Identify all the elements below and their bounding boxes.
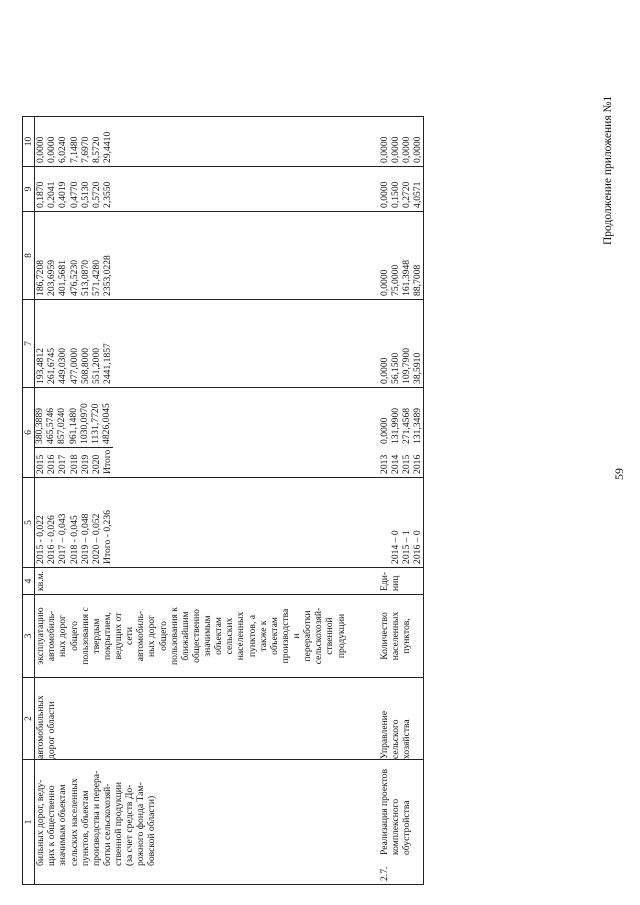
row-b-c6-values	[379, 408, 424, 448]
cell-line: значимым	[202, 615, 213, 657]
cell-line: 2014 – 0	[389, 530, 401, 564]
cell-line: бильных дорог, веду-	[35, 779, 47, 866]
cell-line: 88,7008	[412, 264, 423, 296]
row-a-c4	[35, 567, 347, 594]
cell-line: кв.м.	[35, 570, 47, 591]
cell-line: 131,3489	[412, 407, 423, 444]
cell-line: 0,4770	[68, 181, 80, 208]
cell-line: 1030,0970	[78, 403, 90, 444]
cell-line: 2015	[35, 454, 47, 474]
cell-line: Итого	[101, 449, 113, 474]
cell-line: 0,0000	[378, 417, 390, 444]
row-b-c5	[347, 477, 424, 567]
cell-line: общего	[157, 621, 169, 651]
cell-line: 0,2720	[400, 181, 412, 208]
cell-line: 0,0000	[378, 269, 390, 296]
row-b-c4	[347, 567, 424, 594]
row-b-c6	[347, 387, 424, 477]
page-number: 59	[612, 468, 626, 480]
cell-line: 2017 – 0,043	[57, 513, 69, 564]
cell-line: ведущих от	[113, 612, 124, 660]
row-a-c2	[35, 678, 347, 760]
cell-line: ственной	[324, 617, 336, 655]
cell-line: общего	[68, 621, 80, 651]
cell-line: 2015 – 1	[400, 530, 412, 564]
cell-line: 961,1480	[67, 407, 79, 444]
row-b-c6-years	[379, 448, 424, 474]
cell-line: 4826,0045	[100, 403, 112, 444]
cell-line: населенных	[389, 611, 401, 661]
cell-line: объектам	[268, 617, 280, 655]
col-header-8: 8	[23, 211, 35, 299]
cell-line: 2016	[412, 454, 423, 474]
cell-line: 449,0300	[57, 347, 69, 384]
cell-line: 476,5230	[68, 259, 80, 296]
cell-line: бовской области)	[146, 795, 158, 866]
cell-line: 0,1870	[35, 181, 47, 208]
col-header-5: 5	[23, 477, 35, 567]
cell-line: Реализация проектов	[378, 768, 390, 855]
row-a-c3	[35, 595, 347, 678]
row-b-c3	[347, 595, 424, 678]
row-a-c6	[35, 387, 347, 477]
row-b-c1	[347, 760, 424, 885]
cell-line: пунктов, а	[246, 614, 258, 658]
col-header-2: 2	[23, 678, 35, 760]
col-header-9: 9	[23, 166, 35, 211]
cell-line: 38,5910	[412, 352, 423, 384]
cell-line: ближайшим	[179, 611, 191, 661]
row-b-c8	[347, 211, 424, 299]
cell-line: значимым объектам	[57, 784, 69, 866]
row-a-c1	[35, 760, 347, 885]
cell-line: 0,5720	[90, 181, 102, 208]
cell-line: Управление	[378, 710, 390, 759]
cell-line: 2018	[68, 454, 80, 474]
cell-line: 8,5720	[90, 136, 102, 163]
cell-line: 75,0000	[389, 264, 401, 296]
col-header-3: 3	[23, 595, 35, 678]
col-header-7: 7	[23, 299, 35, 387]
row-a-c8	[35, 211, 347, 299]
row-a-c6-years	[35, 448, 113, 474]
cell-line: 571,4280	[90, 259, 102, 296]
row-a-c6-values	[34, 403, 113, 448]
cell-line: 109,7900	[400, 347, 412, 384]
row-a-c7	[35, 299, 347, 387]
cell-line: 2020 – 0,052	[90, 513, 102, 564]
cell-line: 0,0000	[46, 136, 58, 163]
cell-line: 271,4568	[400, 407, 412, 444]
cell-line: ных дорог	[57, 615, 69, 657]
cell-line: 0,0000	[378, 357, 390, 384]
cell-line: 2018 - 0,045	[68, 515, 80, 564]
cell-line: 0,0000	[400, 136, 412, 163]
cell-line: пользования к	[168, 607, 180, 665]
cell-line: 161,3948	[400, 259, 412, 296]
row-b-num: 2.7.	[378, 866, 390, 881]
cell-line: ниц	[389, 575, 401, 591]
cell-line: 0,2041	[46, 181, 58, 208]
cell-line: 0,5130	[79, 181, 91, 208]
row-b-c2	[347, 678, 424, 760]
row-b-c9	[347, 166, 424, 211]
cell-line: производства и перера-	[90, 770, 102, 866]
cell-line: обустройства	[400, 800, 412, 855]
cell-line: 401,5681	[57, 259, 69, 296]
cell-line: 2013	[378, 454, 390, 474]
cell-line: 0,4019	[57, 181, 69, 208]
cell-line: 261,6745	[46, 347, 58, 384]
cell-line: 29,4410	[101, 131, 113, 163]
cell-line: 2016 – 0	[411, 530, 423, 564]
cell-line: продукции	[335, 613, 347, 659]
cell-line: автомобиль-	[46, 610, 58, 662]
cell-line: сети	[124, 627, 136, 645]
cell-line: и	[291, 633, 302, 639]
cell-line: сельских населенных	[68, 778, 80, 866]
cell-line: 477,0000	[68, 347, 80, 384]
cell-line: 186,7208	[35, 259, 47, 296]
cell-line: дорог области	[46, 701, 58, 759]
cell-line: сельского	[389, 719, 401, 759]
table-row	[35, 116, 347, 884]
col-header-10: 10	[23, 116, 35, 166]
table-row	[347, 116, 424, 884]
cell-line: 0,0000	[378, 136, 390, 163]
row-a-c9	[35, 166, 347, 211]
cell-line: 1131,7720	[89, 403, 101, 444]
cell-line: сельскохозяй-	[313, 607, 325, 665]
cell-line: 2019 – 0,048	[79, 513, 91, 564]
cell-line: щих к общественно	[46, 785, 58, 866]
row-b-c1-text	[379, 769, 412, 855]
cell-line: 7,6970	[79, 136, 91, 163]
cell-line: 2016	[46, 454, 58, 474]
cell-line: 2015 - 0,022	[35, 515, 47, 564]
cell-line: ботки сельскохозяй-	[101, 783, 113, 866]
cell-line: Итого - 0,236	[101, 510, 113, 564]
cell-line: 56,1500	[389, 352, 401, 384]
cell-line: твердым	[90, 618, 102, 654]
cell-line: 0,0000	[389, 136, 401, 163]
cell-line: 193,4812	[35, 347, 47, 384]
cell-line: хозяйства	[400, 719, 412, 759]
cell-line: 380,3889	[34, 407, 46, 444]
cell-line: эксплуатацию	[35, 607, 47, 665]
cell-line: покрытием,	[101, 612, 113, 660]
cell-line: 857,0240	[56, 407, 68, 444]
row-b-c10	[347, 116, 424, 166]
header-row	[23, 116, 35, 884]
cell-line: 551,2000	[90, 347, 102, 384]
cell-line: 2,3550	[101, 181, 113, 208]
cell-line: пользования с	[79, 607, 91, 665]
col-header-4: 4	[23, 567, 35, 594]
cell-line: 2015	[400, 454, 412, 474]
cell-line: пунктов,	[400, 618, 412, 654]
cell-line: пунктов, объектам	[79, 790, 91, 866]
cell-line: населенных	[235, 611, 247, 661]
cell-line: 2014	[389, 454, 401, 474]
cell-line: 6,0240	[57, 136, 69, 163]
cell-line: автомобильных	[35, 695, 47, 759]
row-b-c7	[347, 299, 424, 387]
cell-line: 0,1500	[389, 181, 401, 208]
cell-line: производства	[279, 608, 291, 664]
cell-line: 203,6959	[46, 259, 58, 296]
cell-line: Количество	[378, 612, 390, 660]
cell-line: 2020	[90, 454, 102, 474]
cell-line: ных дорог	[146, 615, 158, 657]
cell-line: 2353,0228	[101, 255, 113, 296]
cell-line: 0,0000	[378, 181, 390, 208]
cell-line: 0,0000	[35, 136, 47, 163]
cell-line: объектам	[213, 617, 225, 655]
cell-line: 513,0870	[79, 259, 91, 296]
cell-line: 2441,1857	[101, 343, 113, 384]
cell-line: комплексного	[389, 798, 401, 855]
data-table	[22, 116, 424, 885]
col-header-1: 1	[23, 760, 35, 885]
cell-line: (за счет средств До-	[124, 784, 136, 866]
cell-line: сельских	[224, 617, 236, 655]
cell-line: 4,0571	[412, 181, 423, 208]
cell-line: 131,9900	[389, 407, 401, 444]
row-a-c5	[35, 477, 347, 567]
cell-line: автомобиль-	[135, 610, 147, 662]
header-right: Продолжение приложения №1	[602, 95, 614, 245]
cell-line: 0,0000	[412, 136, 423, 163]
cell-line: 465,5746	[45, 407, 57, 444]
cell-line: 508,8000	[79, 347, 91, 384]
cell-line: 2016 - 0,026	[46, 515, 58, 564]
cell-line: ственной продукции	[113, 782, 124, 866]
cell-line: общественно	[190, 609, 202, 663]
col-header-6: 6	[23, 387, 35, 477]
cell-line: рожного фонда Там-	[135, 782, 147, 866]
row-a-c10	[35, 116, 347, 166]
cell-line: 2017	[57, 454, 69, 474]
cell-line: переработки	[302, 610, 314, 662]
cell-line: 7,1480	[68, 136, 80, 163]
cell-line: 2019	[79, 454, 91, 474]
cell-line: также к	[257, 620, 269, 652]
cell-line: Еди-	[378, 571, 390, 591]
